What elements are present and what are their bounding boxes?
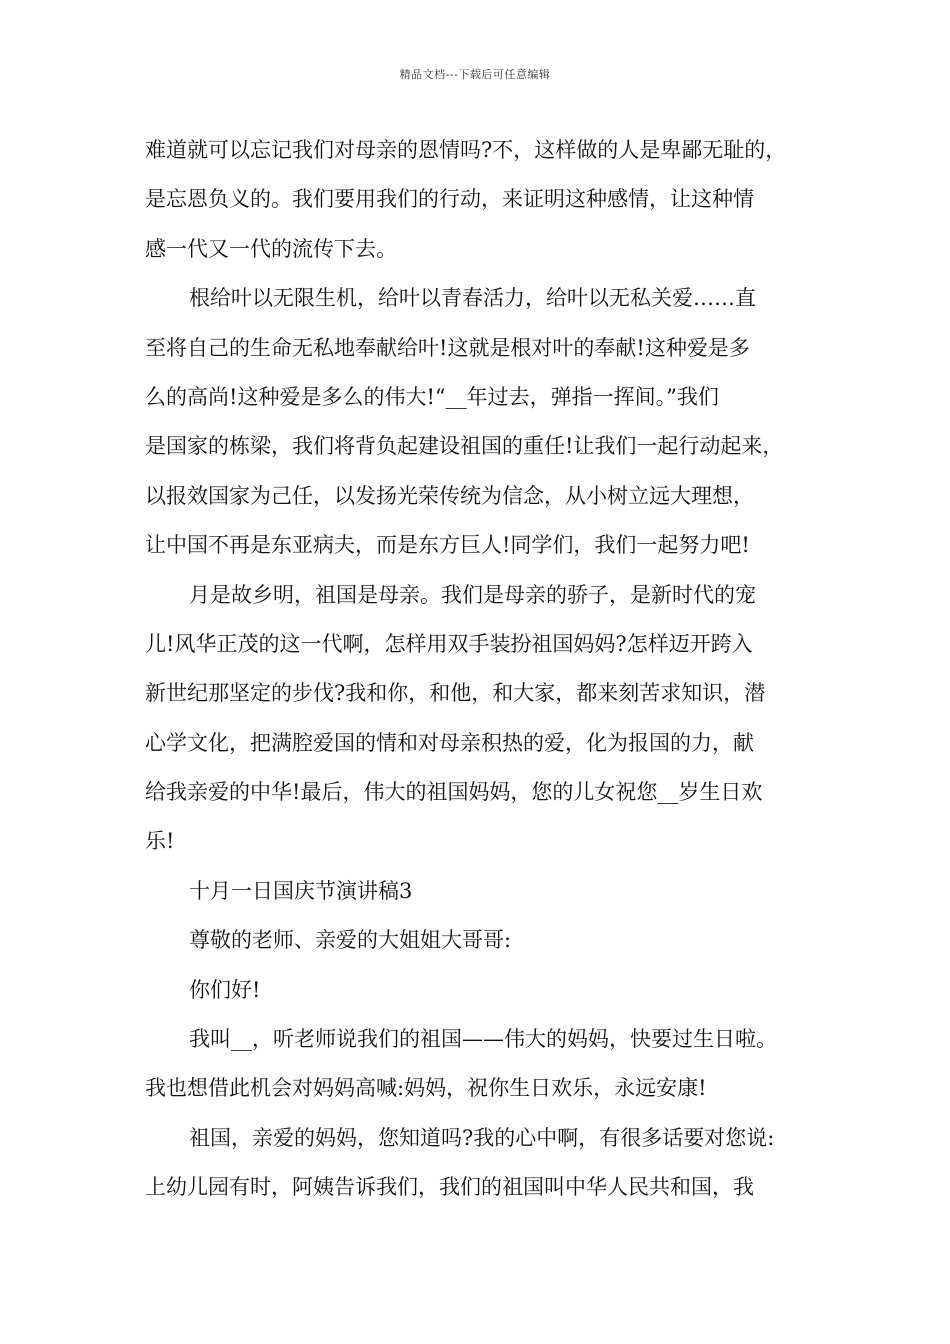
page-header: 精品文档---下载后可任意编辑 <box>399 68 551 81</box>
text-line: 至将自己的生命无私地奉献给叶!这就是根对叶的奉献!这种爱是多 <box>145 335 750 360</box>
paragraph-start-line: 月是故乡明，祖国是母亲。我们是母亲的骄子，是新时代的宠 <box>189 582 756 607</box>
text-line: 上幼儿园有时，阿姨告诉我们，我们的祖国叫中华人民共和国，我 <box>145 1175 754 1200</box>
text-line: 乐! <box>145 829 175 854</box>
text-line: 儿!风华正茂的这一代啊，怎样用双手装扮祖国妈妈?怎样迈开跨入 <box>145 631 753 656</box>
text-line: 是忘恩负义的。我们要用我们的行动，来证明这种感情，让这种情 <box>145 187 754 212</box>
paragraph-start-line: 根给叶以无限生机，给叶以青春活力，给叶以无私关爱……直 <box>189 286 756 311</box>
text-line: 难道就可以忘记我们对母亲的恩情吗?不，这样做的人是卑鄙无耻的， <box>145 138 787 162</box>
greeting: 你们好! <box>189 977 261 1002</box>
text-line: 么的高尚!这种爱是多么的伟大!“__年过去，弹指一挥间。”我们 <box>145 384 719 409</box>
paragraph-start-line: 我叫__，听老师说我们的祖国——伟大的妈妈，快要过生日啦。 <box>189 1027 777 1052</box>
body-text <box>145 130 825 1217</box>
text-line: 感一代又一代的流传下去。 <box>145 236 397 261</box>
text-line: 让中国不再是东亚病夫，而是东方巨人!同学们，我们一起努力吧! <box>145 533 750 558</box>
text-line: 心学文化，把满腔爱国的情和对母亲积热的爱，化为报国的力，献 <box>145 730 754 755</box>
salutation: 尊敬的老师、亲爱的大姐姐大哥哥: <box>189 928 512 953</box>
text-line: 是国家的栋梁，我们将背负起建设祖国的重任!让我们一起行动起来， <box>145 434 784 459</box>
text-line: 以报效国家为己任，以发扬光荣传统为信念，从小树立远大理想， <box>145 483 754 508</box>
paragraph-start-line: 祖国，亲爱的妈妈，您知道吗?我的心中啊，有很多话要对您说: <box>189 1125 775 1150</box>
text-line: 新世纪那坚定的步伐?我和你，和他，和大家，都来刻苦求知识，潜 <box>145 681 766 706</box>
text-line: 我也想借此机会对妈妈高喊:妈妈，祝你生日欢乐，永远安康! <box>145 1076 707 1101</box>
section-title: 十月一日国庆节演讲稿3 <box>189 878 413 903</box>
text-line: 给我亲爱的中华!最后，伟大的祖国妈妈，您的儿女祝您__岁生日欢 <box>145 780 763 805</box>
